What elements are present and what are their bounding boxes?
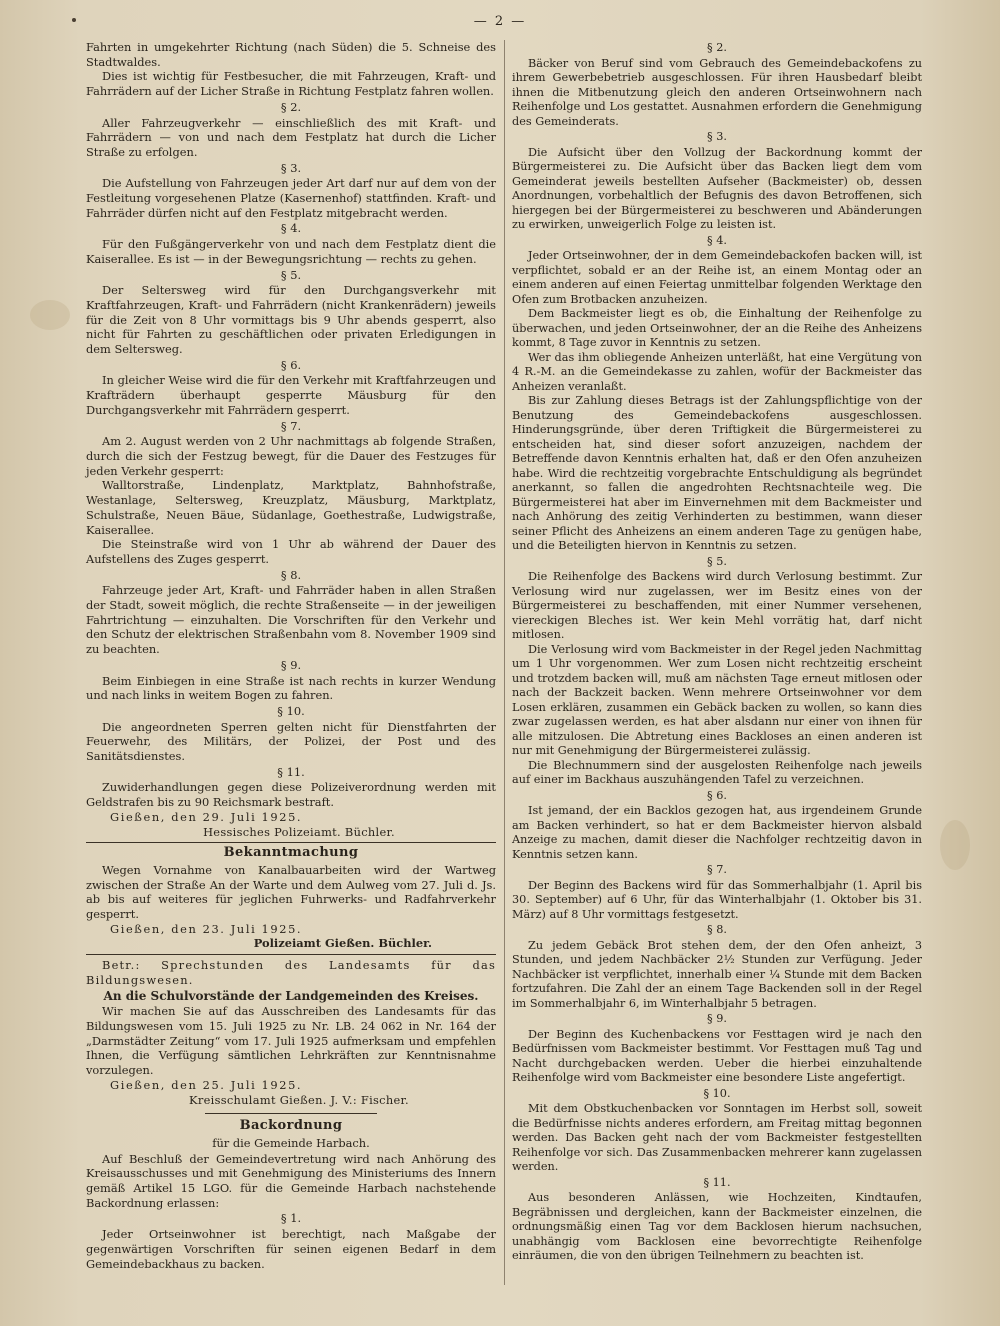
paragraph: Aller Fahrzeugverkehr — einschließlich des mit Kraft- und Fahrrädern — von und nach dem Festplatz hat durch die Licher Straße zu erfolgen.	[86, 115, 496, 159]
section-heading: § 9.	[707, 1012, 727, 1025]
paragraph: Fahrzeuge jeder Art, Kraft- und Fahrräder haben in allen Straßen der Stadt, soweit möglich, die rechte Straßenseite — in der jeweiligen Fahrtrichtung — einzuhalten. Die Vorschriften für den Verkehr und den Schutz der elektrischen Straßenbahn vom 8. November 1909 sind zu beachten.	[86, 583, 496, 657]
separator-rule	[86, 842, 496, 843]
right-column	[512, 40, 922, 1264]
paper-stain	[30, 300, 70, 330]
section-heading: § 9.	[280, 657, 302, 672]
paragraph: In gleicher Weise wird die für den Verkehr mit Kraftfahrzeugen und Krafträdern überhaupt gesperrte Mäusburg für den Durchgangsverkehr mit Fahrrädern gesperrt.	[86, 373, 496, 417]
paragraph: Der Beginn des Kuchenbackens vor Festtagen wird je nach den Bedürfnissen vom Backmeister bestimmt. Vor Festtagen muß Tag und Nacht durchgebacken werden. Ueber die hierbei einzuhaltende Reihenfolge wird vom Backmeister eine besondere Liste angefertigt.	[512, 1027, 922, 1084]
paragraph: Dem Backmeister liegt es ob, die Einhaltung der Reihenfolge zu überwachen, und jeden Ortseinwohner, der an die Reihe des Anheizens kommt, 8 Tage zuvor in Kenntnis zu setzen.	[512, 307, 922, 349]
signature: Hessisches Polizeiamt. Büchler.	[203, 824, 395, 839]
paragraph: Wegen Vornahme von Kanalbauarbeiten wird der Wartweg zwischen der Straße An der Warte und dem Aulweg vom 27. Juli d. Js. ab bis auf weiteres für jeglichen Fuhrwerks- und Radfahrverkehr gesperrt.	[86, 862, 496, 922]
paragraph: Ist jemand, der ein Backlos gezogen hat, aus irgendeinem Grunde am Backen verhindert, so hat er dem Backmeister hiervon alsbald Anzeige zu machen, damit dieser die Nachfolger rechtzeitig davon in Kenntnis setzen kann.	[512, 804, 922, 861]
headline-bekanntmachung: Bekanntmachung	[223, 845, 359, 861]
section-heading: § 7.	[707, 863, 727, 876]
paragraph: Wer das ihm obliegende Anheizen unterläßt, hat eine Vergütung von 4 R.-M. an die Gemeindekasse zu zahlen, wofür der Backmeister das Anheizen veranlaßt.	[512, 350, 922, 393]
paragraph: Die Reihenfolge des Backens wird durch Verlosung bestimmt. Zur Verlosung wird nur zugelassen, wer im Besitz eines von der Bürgermeisterei zu beschaffenden, mit einer Nummer versehenen, viereckigen Bleches ist. Wer kein Mehl vorrätig hat, darf nicht mitlosen.	[512, 570, 922, 641]
section-heading: § 7.	[280, 418, 302, 433]
section-heading: § 5.	[707, 554, 727, 568]
section-heading: § 6.	[280, 357, 302, 372]
section-heading: § 3.	[707, 130, 727, 143]
separator-rule	[86, 954, 496, 955]
section-heading: § 10.	[703, 1086, 731, 1100]
paragraph: Auf Beschluß der Gemeindevertretung wird nach Anhörung des Kreisausschusses und mit Genehmigung des Ministeriums des Innern gemäß Artikel 15 LGO. für die Gemeinde Harbach nachstehende Backordnung erlassen:	[86, 1151, 496, 1210]
section-heading: § 10.	[277, 703, 305, 718]
section-heading: § 11.	[277, 764, 305, 779]
section-heading: § 1.	[280, 1211, 302, 1226]
paragraph: Für den Fußgängerverkehr von und nach dem Festplatz dient die Kaiserallee. Es ist — in der Bewegungsrichtung — rechts zu gehen.	[86, 237, 496, 266]
page-number: — 2 —	[473, 14, 527, 29]
paragraph: Walltorstraße, Lindenplatz, Marktplatz, Bahnhofstraße, Westanlage, Seltersweg, Kreuzplatz, Mäusburg, Marktplatz, Schulstraße, Neuen Bäue, Südanlage, Goethestraße, Ludwigstraße, Kaiserallee.	[86, 478, 496, 537]
paragraph: Die Steinstraße wird von 1 Uhr ab während der Dauer des Aufstellens des Zuges gesperrt.	[86, 537, 496, 566]
paragraph: Die Verlosung wird vom Backmeister in der Regel jeden Nachmittag um 1 Uhr vorgenommen. Wer zum Losen nicht rechtzeitig erscheint und trotzdem backen will, muß am nächsten Tage erneut mitlosen oder nach der Backzeit backen. Wenn mehrere Ortseinwohner vor dem Losen erklären, zusammen ein Gebäck backen zu wollen, so kann dies zwar zugelassen werden, es hat aber alsdann nur einer von ihnen für alle mitzulosen. Die Abtretung eines Backloses an einen anderen ist nur mit Genehmigung der Bürgermeisterei zulässig.	[512, 642, 922, 757]
dateline: Gießen, den 25. Juli 1925.	[110, 1077, 303, 1092]
paragraph: Beim Einbiegen in eine Straße ist nach rechts in kurzer Wendung und nach links in weitem Bogen zu fahren.	[86, 673, 496, 703]
headline-backordnung: Backordnung	[239, 1118, 343, 1134]
section-heading: § 4.	[280, 221, 302, 236]
subheadline: für die Gemeinde Harbach.	[212, 1135, 370, 1150]
section-heading: § 8.	[280, 567, 302, 582]
left-column	[86, 40, 496, 1271]
paragraph: Jeder Ortseinwohner, der in dem Gemeindebackofen backen will, ist verpflichtet, sobald er an der Reihe ist, an einem Montag oder an einem anderen auf einen Feiertag unmittelbar folgenden Werktage den Ofen zum Brotbacken anzuheizen.	[512, 249, 922, 306]
paragraph: Wir machen Sie auf das Ausschreiben des Landesamts für das Bildungswesen vom 15. Juli 1925 zu Nr. LB. 24 062 in Nr. 164 der „Darmstädter Zeitung“ vom 17. Juli 1925 aufmerksam und empfehlen Ihnen, die Verfügung sämtlichen Lehrkräften zur Kenntnisnahme vorzulegen.	[86, 1004, 496, 1078]
paragraph: Die angeordneten Sperren gelten nicht für Dienstfahrten der Feuerwehr, des Militärs, der Polizei, der Post und des Sanitätsdienstes.	[86, 719, 496, 764]
paragraph: Die Aufstellung von Fahrzeugen jeder Art darf nur auf dem von der Festleitung vorgesehenen Platze (Kasernenhof) stattfinden. Kraft- und Fahrräder dürfen nicht auf den Festplatz mitgebracht werden.	[86, 176, 496, 220]
section-heading: § 6.	[707, 788, 727, 802]
paragraph: Dies ist wichtig für Festbesucher, die mit Fahrzeugen, Kraft- und Fahrrädern auf der Licher Straße in Richtung Festplatz fahren wollen.	[86, 69, 496, 99]
paragraph: Bäcker von Beruf sind vom Gebrauch des Gemeindebackofens zu ihrem Gewerbebetrieb ausgeschlossen. Für ihren Hausbedarf bleibt ihnen die Mitbenutzung gleich den anderen Ortseinwohnern nach Reihenfolge und Los gestattet. Ausnahmen erfordern die Genehmigung des Gemeinderats.	[512, 56, 922, 128]
dateline: Gießen, den 23. Juli 1925.	[110, 921, 303, 936]
column-divider	[504, 40, 505, 1285]
section-heading: § 2.	[707, 41, 727, 54]
section-heading: § 11.	[703, 1175, 731, 1189]
paragraph: Am 2. August werden von 2 Uhr nachmittags ab folgende Straßen, durch die sich der Festzug bewegt, für die Dauer des Festzuges für jeden Verkehr gesperrt:	[86, 434, 496, 478]
subject-line: Betr.: Sprechstunden des Landesamts für das Bildungswesen.	[86, 958, 496, 987]
section-heading: § 3.	[280, 160, 302, 175]
paper-stain	[940, 820, 970, 870]
paragraph: Mit dem Obstkuchenbacken vor Sonntagen im Herbst soll, soweit die Bedürfnisse nichts anderes erfordern, am Freitag mittag begonnen werden. Das Backen geht nach der vom Backmeister festgestellten Reihenfolge vor sich. Das Zusammenbacken mehrerer kann zugelassen werden.	[512, 1102, 922, 1173]
headline-schulvorstaende: An die Schulvorstände der Landgemeinden des Kreises.	[103, 988, 479, 1003]
paragraph: Aus besonderen Anlässen, wie Hochzeiten, Kindtaufen, Begräbnissen und dergleichen, kann der Backmeister einzelnen, die ordnungsmäßig einen Tag vor dem Backlosen hierum nachsuchen, unabhängig vom Backlosen eine bevorrechtigte Reihenfolge einräumen, die von den übrigen Teilnehmern zu beachten ist.	[512, 1191, 922, 1262]
section-heading: § 5.	[280, 267, 302, 282]
separator-rule	[205, 1113, 377, 1114]
section-heading: § 4.	[707, 233, 727, 247]
section-heading: § 2.	[280, 99, 302, 114]
paragraph: Zuwiderhandlungen gegen diese Polizeiverordnung werden mit Geldstrafen bis zu 90 Reichsmark bestraft.	[86, 780, 496, 810]
paragraph: Der Beginn des Backens wird für das Sommerhalbjahr (1. April bis 30. September) auf 6 Uhr, für das Winterhalbjahr (1. Oktober bis 31. März) auf 8 Uhr vormittags festgesetzt.	[512, 878, 922, 921]
signature: Kreisschulamt Gießen. J. V.: Fischer.	[189, 1092, 409, 1107]
paragraph: Fahrten in umgekehrter Richtung (nach Süden) die 5. Schneise des Stadtwaldes.	[86, 40, 496, 69]
paragraph: Jeder Ortseinwohner ist berechtigt, nach Maßgabe der gegenwärtigen Vorschriften für seinen eigenen Bedarf in dem Gemeindebackhaus zu backen.	[86, 1227, 496, 1271]
paragraph: Bis zur Zahlung dieses Betrags ist der Zahlungspflichtige von der Benutzung des Gemeindebackofens ausgeschlossen. Hinderungsgründe, über deren Triftigkeit die Bürgermeisterei zu entscheiden hat, sind dieser sofort anzuzeigen, nachdem der Betreffende davon Kenntnis erhalten hat, daß er den Ofen anzuheizen habe. Wird die rechtzeitig vorgebrachte Entschuldigung als begründet anerkannt, so fallen die angedrohten Rechtsnachteile weg. Die Bürgermeisterei hat aber im Einvernehmen mit dem Backmeister und nach Anhörung des zeitig Verhinderten zu bestimmen, wann dieser seiner Pflicht des Anheizens an einem anderen Tage zu genügen habe, und die Beteiligten hiervon in Kenntnis zu setzen.	[512, 394, 922, 552]
paragraph: Zu jedem Gebäck Brot stehen dem, der den Ofen anheizt, 3 Stunden, und jedem Nachbäcker 2½ Stunden zur Verfügung. Jeder Nachbäcker ist verpflichtet, innerhalb einer ¼ Stunde mit dem Backen fortzufahren. Die Zahl der an einem Tage Backenden soll in der Regel im Sommerhalbjahr 6, im Winterhalbjahr 5 betragen.	[512, 938, 922, 1010]
signature: Polizeiamt Gießen. Büchler.	[253, 936, 432, 951]
paragraph: Der Seltersweg wird für den Durchgangsverkehr mit Kraftfahrzeugen, Kraft- und Fahrrädern (nicht Krankenrädern) jeweils für die Zeit von 8 Uhr vormittags bis 9 Uhr abends gesperrt, also nicht für Fahrten zu geschäftlichen oder privaten Erledigungen in dem Seltersweg.	[86, 283, 496, 357]
paragraph: Die Blechnummern sind der ausgelosten Reihenfolge nach jeweils auf einer im Backhaus auszuhängenden Tafel zu verzeichnen.	[512, 758, 922, 786]
dateline: Gießen, den 29. Juli 1925.	[110, 809, 303, 824]
section-heading: § 8.	[707, 923, 727, 936]
paragraph: Die Aufsicht über den Vollzug der Backordnung kommt der Bürgermeisterei zu. Die Aufsicht über das Backen liegt dem vom Gemeinderat jeweils bestellten Aufseher (Backmeister) ob, dessen Anordnungen, vorbehaltlich der Befugnis des davon Betroffenen, sich hiergegen bei der Bürgermeisterei zu beschweren und Abänderungen zu erwirken, unweigerlich Folge zu leisten ist.	[512, 145, 922, 231]
